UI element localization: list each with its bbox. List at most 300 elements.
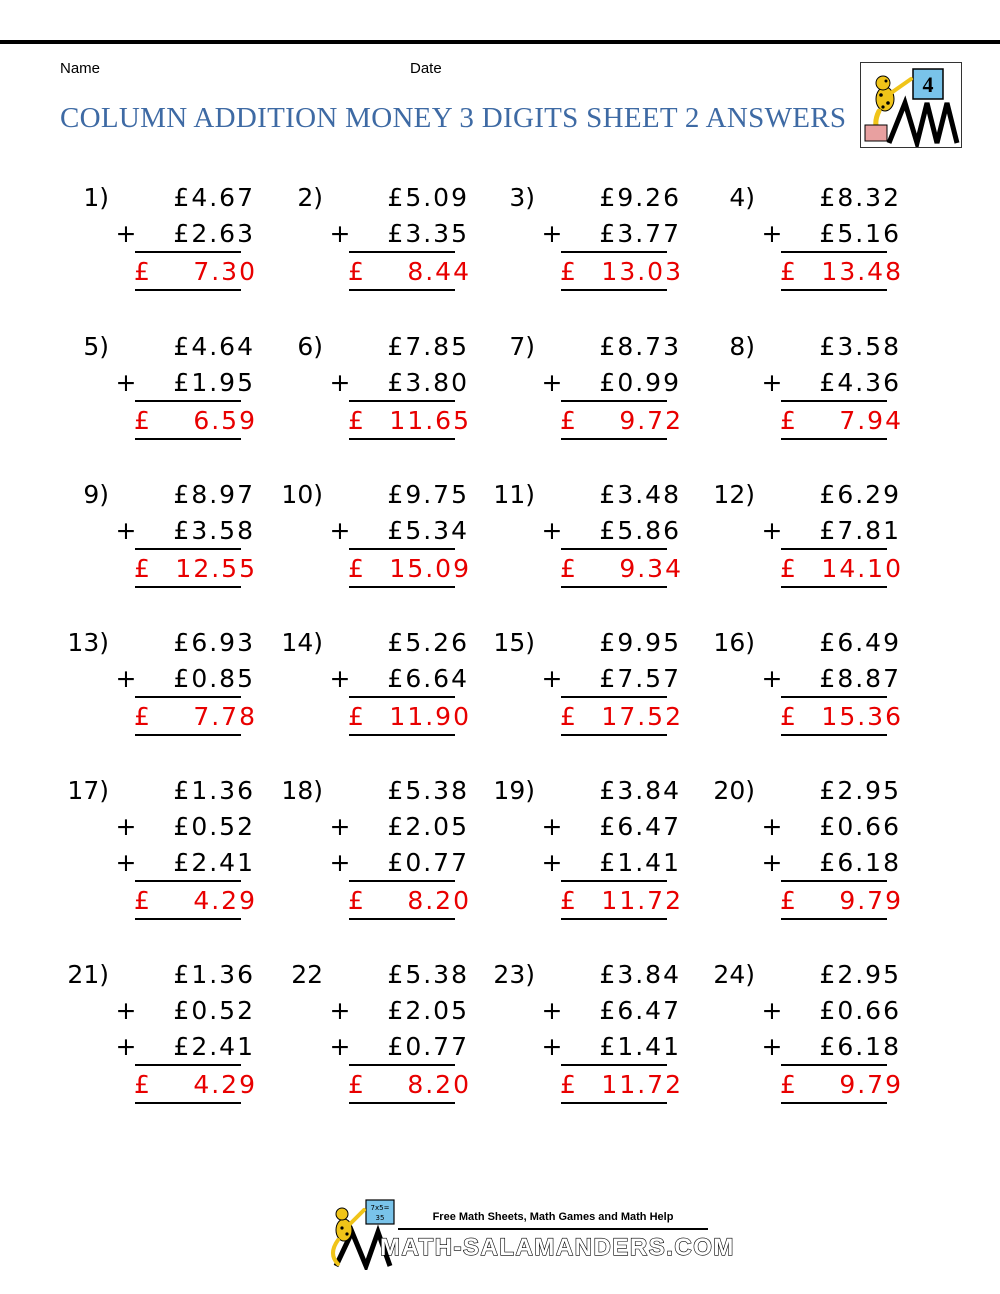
answer-row <box>131 257 257 289</box>
addend-row <box>541 368 681 400</box>
answer-value: 7.30 <box>193 257 257 286</box>
addend-row <box>541 812 681 844</box>
plus-sign: + <box>329 219 353 248</box>
answer-rule <box>781 734 887 736</box>
addend-row <box>115 516 255 548</box>
addend-row <box>329 960 469 992</box>
plus-sign: + <box>761 219 785 248</box>
addend-row <box>761 664 901 696</box>
addend-value: £8.73 <box>599 332 681 361</box>
plus-sign: + <box>329 1032 353 1061</box>
addend-value: £3.80 <box>387 368 469 397</box>
answer-row <box>345 702 471 734</box>
currency-sign: £ <box>780 1070 798 1099</box>
answer-row <box>777 1070 903 1102</box>
addend-value: £3.84 <box>599 960 681 989</box>
addend-value: £6.93 <box>173 628 255 657</box>
plus-sign: + <box>541 812 565 841</box>
addend-value: £5.09 <box>387 183 469 212</box>
problem-number: 11) <box>493 480 535 509</box>
board-text-line1: 7x5= <box>370 1204 390 1212</box>
answer-value: 9.72 <box>619 406 683 435</box>
problem-number: 10) <box>281 480 323 509</box>
currency-sign: £ <box>560 886 578 915</box>
answer-rule <box>135 289 241 291</box>
problem-number: 1) <box>83 183 109 212</box>
addend-value: £0.85 <box>173 664 255 693</box>
plus-sign: + <box>541 664 565 693</box>
plus-sign: + <box>761 812 785 841</box>
currency-sign: £ <box>134 554 152 583</box>
answer-value: 4.29 <box>193 886 257 915</box>
addend-row <box>329 628 469 660</box>
addend-row <box>761 368 901 400</box>
addend-row <box>329 219 469 251</box>
addend-value: £2.95 <box>819 776 901 805</box>
addend-row <box>115 848 255 880</box>
problem-number: 7) <box>509 332 535 361</box>
currency-sign: £ <box>780 257 798 286</box>
addend-value: £8.97 <box>173 480 255 509</box>
currency-sign: £ <box>780 554 798 583</box>
sum-rule <box>135 251 241 253</box>
sum-rule <box>781 1064 887 1066</box>
answer-rule <box>349 586 455 588</box>
plus-sign: + <box>329 664 353 693</box>
footer-tagline: Free Math Sheets, Math Games and Math Help <box>432 1211 674 1223</box>
currency-sign: £ <box>560 406 578 435</box>
addend-row <box>329 848 469 880</box>
addend-value: £2.05 <box>387 812 469 841</box>
answer-rule <box>135 918 241 920</box>
plus-sign: + <box>761 516 785 545</box>
answer-value: 15.09 <box>389 554 471 583</box>
answer-value: 6.59 <box>193 406 257 435</box>
plus-sign: + <box>115 812 139 841</box>
plus-sign: + <box>329 516 353 545</box>
answer-row <box>777 886 903 918</box>
sum-rule <box>781 880 887 882</box>
addend-value: £2.95 <box>819 960 901 989</box>
addend-value: £8.32 <box>819 183 901 212</box>
sum-rule <box>349 400 455 402</box>
plus-sign: + <box>541 1032 565 1061</box>
answer-rule <box>349 918 455 920</box>
sum-rule <box>781 400 887 402</box>
plus-sign: + <box>761 664 785 693</box>
addend-row <box>329 664 469 696</box>
addend-row <box>541 628 681 660</box>
addend-row <box>541 516 681 548</box>
sum-rule <box>561 400 667 402</box>
addend-value: £3.84 <box>599 776 681 805</box>
problem-number: 15) <box>493 628 535 657</box>
currency-sign: £ <box>780 886 798 915</box>
currency-sign: £ <box>134 406 152 435</box>
answer-rule <box>135 1102 241 1104</box>
addend-row <box>761 776 901 808</box>
addend-row <box>761 480 901 512</box>
addend-row <box>115 480 255 512</box>
addend-value: £1.41 <box>599 1032 681 1061</box>
problem-number: 22 <box>291 960 323 989</box>
problem-number: 8) <box>729 332 755 361</box>
stool <box>865 125 887 141</box>
addend-value: £6.49 <box>819 628 901 657</box>
plus-sign: + <box>761 1032 785 1061</box>
plus-sign: + <box>115 219 139 248</box>
answer-row <box>777 554 903 586</box>
addend-value: £6.18 <box>819 1032 901 1061</box>
addend-row <box>115 1032 255 1064</box>
answer-rule <box>135 586 241 588</box>
addend-value: £5.26 <box>387 628 469 657</box>
plus-sign: + <box>115 1032 139 1061</box>
plus-sign: + <box>541 848 565 877</box>
currency-sign: £ <box>134 257 152 286</box>
answer-value: 13.03 <box>601 257 683 286</box>
addend-row <box>541 664 681 696</box>
problem-number: 2) <box>297 183 323 212</box>
salamander-arm <box>891 79 911 93</box>
plus-sign: + <box>541 368 565 397</box>
addend-value: £2.05 <box>387 996 469 1025</box>
addend-row <box>761 812 901 844</box>
plus-sign: + <box>761 368 785 397</box>
answer-value: 4.29 <box>193 1070 257 1099</box>
sheet-title: COLUMN ADDITION MONEY 3 DIGITS SHEET 2 ANSWERS <box>60 102 847 134</box>
date-label: Date <box>410 60 442 77</box>
answer-value: 17.52 <box>601 702 683 731</box>
addend-row <box>761 516 901 548</box>
answer-row <box>131 1070 257 1102</box>
answer-row <box>131 886 257 918</box>
addend-value: £0.77 <box>387 1032 469 1061</box>
problem-number: 24) <box>713 960 755 989</box>
answer-value: 7.94 <box>839 406 903 435</box>
currency-sign: £ <box>348 257 366 286</box>
problem-number: 16) <box>713 628 755 657</box>
answer-row <box>777 257 903 289</box>
addend-row <box>541 776 681 808</box>
plus-sign: + <box>761 848 785 877</box>
currency-sign: £ <box>780 406 798 435</box>
currency-sign: £ <box>348 886 366 915</box>
addend-row <box>115 368 255 400</box>
addend-row <box>115 332 255 364</box>
plus-sign: + <box>541 516 565 545</box>
plus-sign: + <box>115 848 139 877</box>
addend-value: £6.29 <box>819 480 901 509</box>
answer-rule <box>561 586 667 588</box>
answer-rule <box>781 438 887 440</box>
currency-sign: £ <box>134 886 152 915</box>
answer-value: 8.20 <box>407 886 471 915</box>
answer-rule <box>135 438 241 440</box>
plus-sign: + <box>541 996 565 1025</box>
sum-rule <box>349 696 455 698</box>
salamander-head <box>876 76 890 90</box>
addend-row <box>541 332 681 364</box>
addend-value: £4.64 <box>173 332 255 361</box>
grade-logo <box>860 62 962 148</box>
addend-row <box>541 996 681 1028</box>
addend-value: £7.81 <box>819 516 901 545</box>
answer-value: 11.90 <box>389 702 471 731</box>
answer-row <box>557 1070 683 1102</box>
addend-row <box>541 480 681 512</box>
currency-sign: £ <box>348 554 366 583</box>
answer-rule <box>561 438 667 440</box>
addend-value: £3.48 <box>599 480 681 509</box>
currency-sign: £ <box>348 702 366 731</box>
answer-rule <box>781 586 887 588</box>
addend-row <box>761 183 901 215</box>
problem-number: 9) <box>83 480 109 509</box>
plus-sign: + <box>329 996 353 1025</box>
sum-rule <box>349 251 455 253</box>
sum-rule <box>561 548 667 550</box>
m-letter-mark <box>889 103 957 143</box>
addend-row <box>761 219 901 251</box>
answer-rule <box>135 734 241 736</box>
sum-rule <box>135 400 241 402</box>
answer-value: 8.44 <box>407 257 471 286</box>
addend-row <box>329 480 469 512</box>
top-rule <box>0 40 1000 44</box>
addend-row <box>541 960 681 992</box>
addend-row <box>115 628 255 660</box>
answer-row <box>777 406 903 438</box>
addend-row <box>761 848 901 880</box>
currency-sign: £ <box>348 1070 366 1099</box>
currency-sign: £ <box>560 554 578 583</box>
answer-value: 9.79 <box>839 1070 903 1099</box>
addend-row <box>541 848 681 880</box>
plus-sign: + <box>115 516 139 545</box>
answer-row <box>131 554 257 586</box>
addend-value: £0.52 <box>173 996 255 1025</box>
addend-row <box>329 1032 469 1064</box>
addend-value: £3.77 <box>599 219 681 248</box>
addend-value: £5.38 <box>387 776 469 805</box>
addend-row <box>329 516 469 548</box>
sum-rule <box>561 696 667 698</box>
addend-row <box>115 996 255 1028</box>
answer-row <box>131 406 257 438</box>
problem-number: 12) <box>713 480 755 509</box>
salamander-easel-icon <box>861 63 961 147</box>
problem-number: 17) <box>67 776 109 805</box>
addend-value: £5.16 <box>819 219 901 248</box>
problem-number: 5) <box>83 332 109 361</box>
addend-value: £0.77 <box>387 848 469 877</box>
sum-rule <box>561 251 667 253</box>
sum-rule <box>349 880 455 882</box>
addend-row <box>115 960 255 992</box>
answer-rule <box>349 734 455 736</box>
answer-row <box>345 1070 471 1102</box>
sum-rule <box>349 548 455 550</box>
currency-sign: £ <box>780 702 798 731</box>
addend-value: £2.41 <box>173 1032 255 1061</box>
plus-sign: + <box>761 996 785 1025</box>
addend-value: £5.34 <box>387 516 469 545</box>
addend-row <box>115 776 255 808</box>
addend-value: £7.57 <box>599 664 681 693</box>
sum-rule <box>135 696 241 698</box>
problem-number: 23) <box>493 960 535 989</box>
answer-value: 11.72 <box>601 1070 683 1099</box>
addend-row <box>761 1032 901 1064</box>
addend-row <box>329 332 469 364</box>
problem-number: 6) <box>297 332 323 361</box>
addend-value: £1.95 <box>173 368 255 397</box>
footer-rule <box>398 1228 708 1230</box>
answer-row <box>557 554 683 586</box>
addend-value: £4.67 <box>173 183 255 212</box>
sum-rule <box>135 880 241 882</box>
problem-number: 4) <box>729 183 755 212</box>
sum-rule <box>781 548 887 550</box>
addend-row <box>329 996 469 1028</box>
addend-value: £4.36 <box>819 368 901 397</box>
addend-row <box>761 628 901 660</box>
plus-sign: + <box>541 219 565 248</box>
answer-rule <box>781 1102 887 1104</box>
answer-row <box>131 702 257 734</box>
addend-value: £0.99 <box>599 368 681 397</box>
name-label: Name <box>60 60 101 77</box>
addend-value: £6.47 <box>599 812 681 841</box>
addend-value: £0.66 <box>819 996 901 1025</box>
sum-rule <box>561 1064 667 1066</box>
answer-row <box>557 886 683 918</box>
answer-row <box>557 257 683 289</box>
answer-row <box>777 702 903 734</box>
addend-row <box>329 812 469 844</box>
currency-sign: £ <box>560 257 578 286</box>
addend-row <box>115 664 255 696</box>
currency-sign: £ <box>134 1070 152 1099</box>
problem-number: 21) <box>67 960 109 989</box>
problem-number: 13) <box>67 628 109 657</box>
addend-value: £0.52 <box>173 812 255 841</box>
answer-rule <box>349 289 455 291</box>
problem-number: 18) <box>281 776 323 805</box>
footer-site-link[interactable]: MATH-SALAMANDERS.COM <box>380 1234 735 1261</box>
addend-row <box>761 960 901 992</box>
addend-value: £9.26 <box>599 183 681 212</box>
currency-sign: £ <box>134 702 152 731</box>
addend-value: £3.58 <box>819 332 901 361</box>
addend-value: £3.58 <box>173 516 255 545</box>
problem-number: 3) <box>509 183 535 212</box>
answer-rule <box>349 438 455 440</box>
answer-value: 7.78 <box>193 702 257 731</box>
addend-row <box>329 183 469 215</box>
addend-value: £6.64 <box>387 664 469 693</box>
addend-value: £9.95 <box>599 628 681 657</box>
grade-digit: 4 <box>922 72 934 97</box>
addend-row <box>115 219 255 251</box>
problem-number: 19) <box>493 776 535 805</box>
answer-row <box>557 702 683 734</box>
answer-value: 9.79 <box>839 886 903 915</box>
answer-row <box>345 554 471 586</box>
answer-rule <box>561 289 667 291</box>
sum-rule <box>349 1064 455 1066</box>
addend-row <box>115 812 255 844</box>
answer-value: 14.10 <box>821 554 903 583</box>
sum-rule <box>135 548 241 550</box>
sum-rule <box>135 1064 241 1066</box>
plus-sign: + <box>115 664 139 693</box>
addend-row <box>329 368 469 400</box>
addend-row <box>761 996 901 1028</box>
addend-value: £1.36 <box>173 960 255 989</box>
answer-value: 13.48 <box>821 257 903 286</box>
answer-value: 11.72 <box>601 886 683 915</box>
answer-value: 8.20 <box>407 1070 471 1099</box>
answer-value: 9.34 <box>619 554 683 583</box>
answer-row <box>345 886 471 918</box>
answer-rule <box>561 734 667 736</box>
addend-value: £1.36 <box>173 776 255 805</box>
problem-number: 20) <box>713 776 755 805</box>
plus-sign: + <box>329 368 353 397</box>
addend-row <box>541 1032 681 1064</box>
addend-value: £8.87 <box>819 664 901 693</box>
addend-value: £2.41 <box>173 848 255 877</box>
addend-value: £5.86 <box>599 516 681 545</box>
currency-sign: £ <box>560 702 578 731</box>
answer-rule <box>781 918 887 920</box>
plus-sign: + <box>115 996 139 1025</box>
answer-row <box>557 406 683 438</box>
answer-rule <box>561 918 667 920</box>
addend-value: £6.18 <box>819 848 901 877</box>
addend-value: £9.75 <box>387 480 469 509</box>
currency-sign: £ <box>560 1070 578 1099</box>
addend-value: £7.85 <box>387 332 469 361</box>
addend-row <box>329 776 469 808</box>
addend-row <box>761 332 901 364</box>
answer-rule <box>349 1102 455 1104</box>
sum-rule <box>781 696 887 698</box>
sum-rule <box>781 251 887 253</box>
answer-row <box>345 257 471 289</box>
addend-value: £6.47 <box>599 996 681 1025</box>
sum-rule <box>561 880 667 882</box>
answer-value: 12.55 <box>175 554 257 583</box>
addend-value: £2.63 <box>173 219 255 248</box>
addend-value: £1.41 <box>599 848 681 877</box>
addend-row <box>541 183 681 215</box>
board-text-line2: 35 <box>375 1214 385 1222</box>
answer-value: 15.36 <box>821 702 903 731</box>
answer-rule <box>561 1102 667 1104</box>
plus-sign: + <box>329 812 353 841</box>
problem-number: 14) <box>281 628 323 657</box>
addend-row <box>115 183 255 215</box>
addend-row <box>541 219 681 251</box>
plus-sign: + <box>115 368 139 397</box>
plus-sign: + <box>329 848 353 877</box>
addend-value: £5.38 <box>387 960 469 989</box>
currency-sign: £ <box>348 406 366 435</box>
addend-value: £0.66 <box>819 812 901 841</box>
